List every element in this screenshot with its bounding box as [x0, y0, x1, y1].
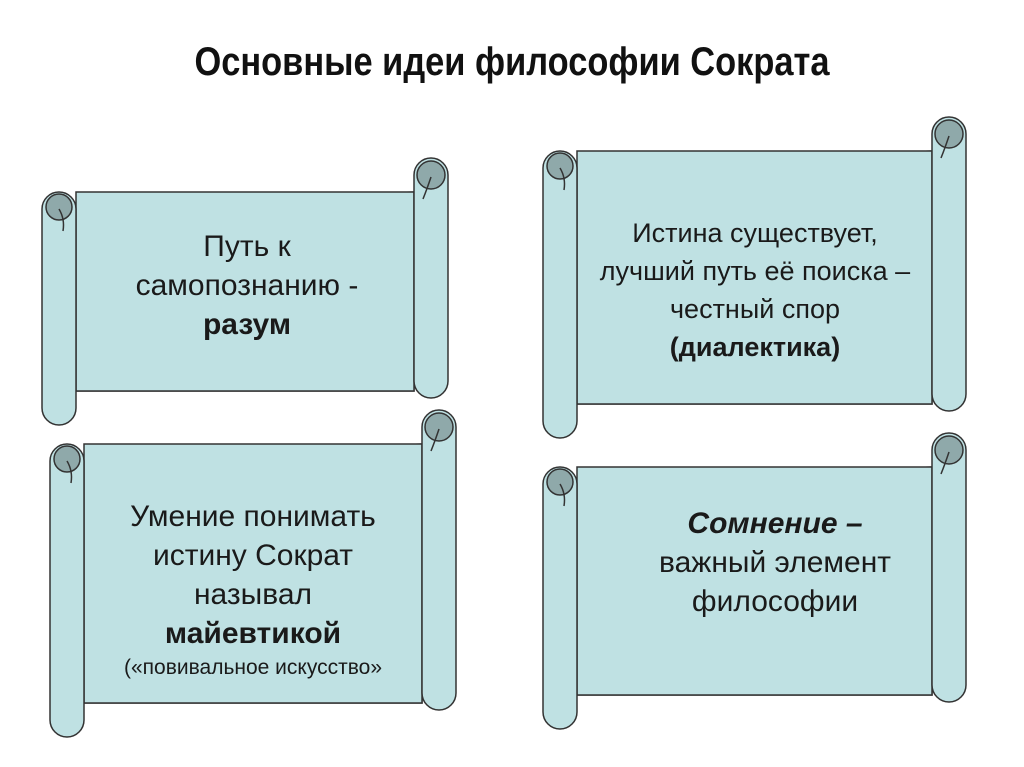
scroll-4-left-roll: [543, 467, 577, 729]
scroll-4-line-1: Сомнение –: [687, 507, 863, 540]
scroll-2-right-curl: [935, 120, 963, 148]
scroll-2-line-3: честный спор: [669, 294, 840, 324]
scroll-1-line-3: разум: [202, 307, 292, 341]
scroll-1-line-2: самопознанию -: [135, 268, 359, 302]
scroll-2-line-4: (диалектика): [669, 332, 841, 362]
scroll-4-line-3: философии: [691, 585, 859, 618]
scroll-1-left-curl: [46, 194, 72, 220]
scroll-2-left-curl: [547, 153, 573, 179]
scroll-3-line-3: называл: [193, 578, 313, 611]
scroll-2-text: [585, 200, 925, 380]
page-title: Основные идеи философии Сократа: [194, 40, 830, 84]
scroll-3-line-5: («повивальное искусство»: [123, 656, 382, 679]
scroll-2-right-roll: [932, 117, 966, 411]
scroll-3-text: [88, 470, 418, 710]
scroll-1-line-1: Путь к: [203, 229, 291, 263]
scroll-1-right-curl: [417, 161, 445, 189]
scroll-2-line-2: лучший путь её поиска –: [599, 256, 911, 286]
scroll-2-line-1: Истина существует,: [632, 218, 878, 248]
scroll-4-line-2: важный элемент: [658, 546, 892, 579]
scroll-3-left-roll: [50, 444, 84, 737]
scroll-1-left-roll: [42, 192, 76, 425]
scroll-3-line-4: майевтикой: [164, 617, 342, 650]
scroll-3-line-2: истину Сократ: [152, 539, 354, 572]
scroll-4-right-curl: [935, 436, 963, 464]
scroll-3-right-roll: [422, 410, 456, 710]
scroll-2-left-roll: [543, 151, 577, 438]
scroll-4-text: [605, 490, 945, 635]
scroll-3-right-curl: [425, 413, 453, 441]
scroll-3-line-1: Умение понимать: [130, 500, 376, 533]
scroll-4-left-curl: [547, 469, 573, 495]
scroll-1-text: [82, 205, 412, 365]
scroll-1-right-roll: [414, 158, 448, 398]
scroll-3-left-curl: [54, 446, 80, 472]
